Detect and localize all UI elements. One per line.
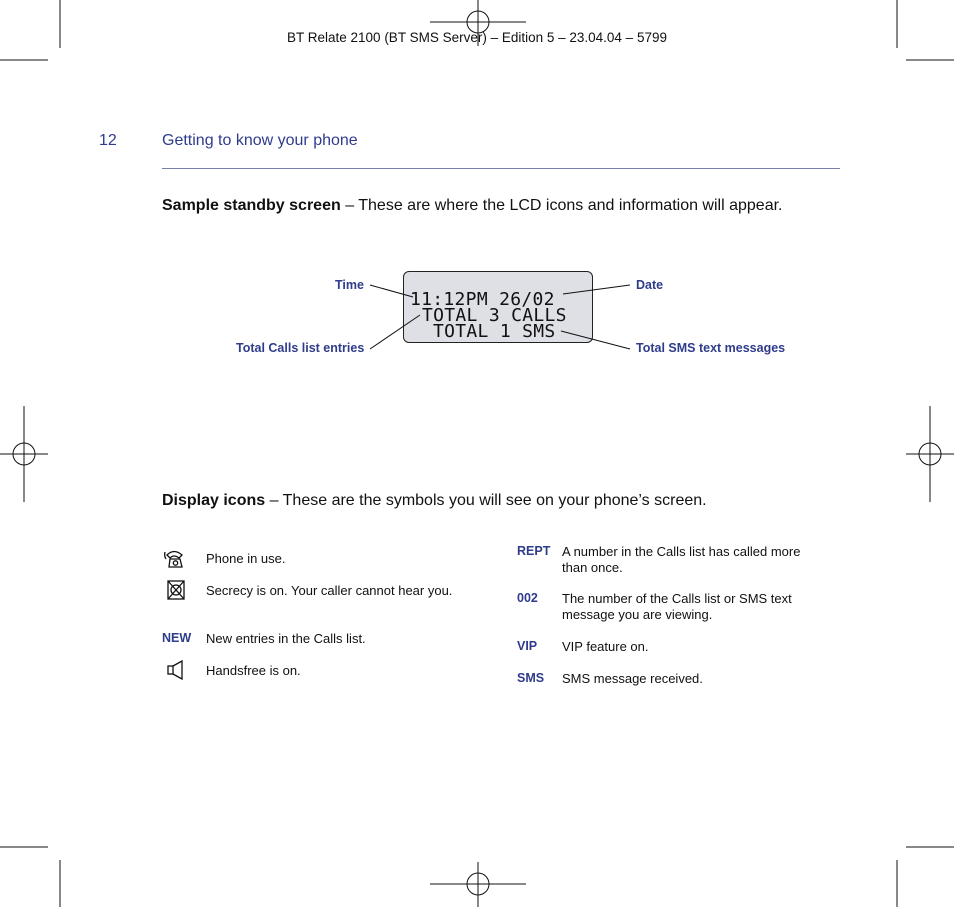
callout-time: Time — [335, 278, 364, 292]
section-title: Getting to know your phone — [162, 132, 358, 149]
desc-new: New entries in the Calls list. — [206, 631, 366, 646]
standby-heading: Sample standby screen — [162, 197, 341, 214]
label-002: 002 — [517, 591, 538, 605]
print-header: BT Relate 2100 (BT SMS Server) – Edition 5 – 23.04.04 – 5799 — [287, 30, 667, 45]
lcd-line-calls: TOTAL 3 CALLS — [422, 305, 567, 326]
callout-sms: Total SMS text messages — [636, 341, 786, 355]
label-rept: REPT — [517, 544, 551, 558]
callout-date: Date — [636, 278, 664, 292]
desc-secrecy: Secrecy is on. Your caller cannot hear you. — [206, 583, 453, 598]
page-number: 12 — [99, 132, 117, 149]
label-vip: VIP — [517, 639, 538, 653]
leader-time — [370, 285, 413, 297]
speaker-icon — [162, 659, 190, 681]
lcd-line-sms: TOTAL 1 SMS — [433, 321, 556, 342]
lcd-line-time-date: 11:12PM 26/02 — [410, 289, 555, 310]
desc-phone-in-use: Phone in use. — [206, 551, 286, 566]
leader-date — [563, 285, 630, 294]
callout-calls: Total Calls list entries — [236, 341, 365, 355]
leader-sms — [561, 331, 630, 349]
leader-calls — [370, 315, 420, 349]
desc-vip: VIP feature on. — [562, 639, 649, 654]
display-icons-heading: Display icons — [162, 492, 266, 509]
desc-002: The number of the Calls list or SMS text message you are viewing. — [562, 591, 792, 622]
label-new: NEW — [162, 631, 192, 645]
desc-sms: SMS message received. — [562, 671, 703, 686]
display-icons-text: – These are the symbols you will see on your phone’s screen. — [265, 492, 707, 509]
desc-rept: A number in the Calls list has called more than once. — [562, 544, 801, 575]
desc-handsfree: Handsfree is on. — [206, 663, 301, 678]
label-sms: SMS — [517, 671, 545, 685]
display-icons-intro — [162, 492, 707, 510]
phone-in-use-icon — [162, 548, 190, 570]
standby-text: – These are where the LCD icons and information will appear. — [340, 197, 783, 214]
secrecy-icon — [162, 579, 190, 601]
